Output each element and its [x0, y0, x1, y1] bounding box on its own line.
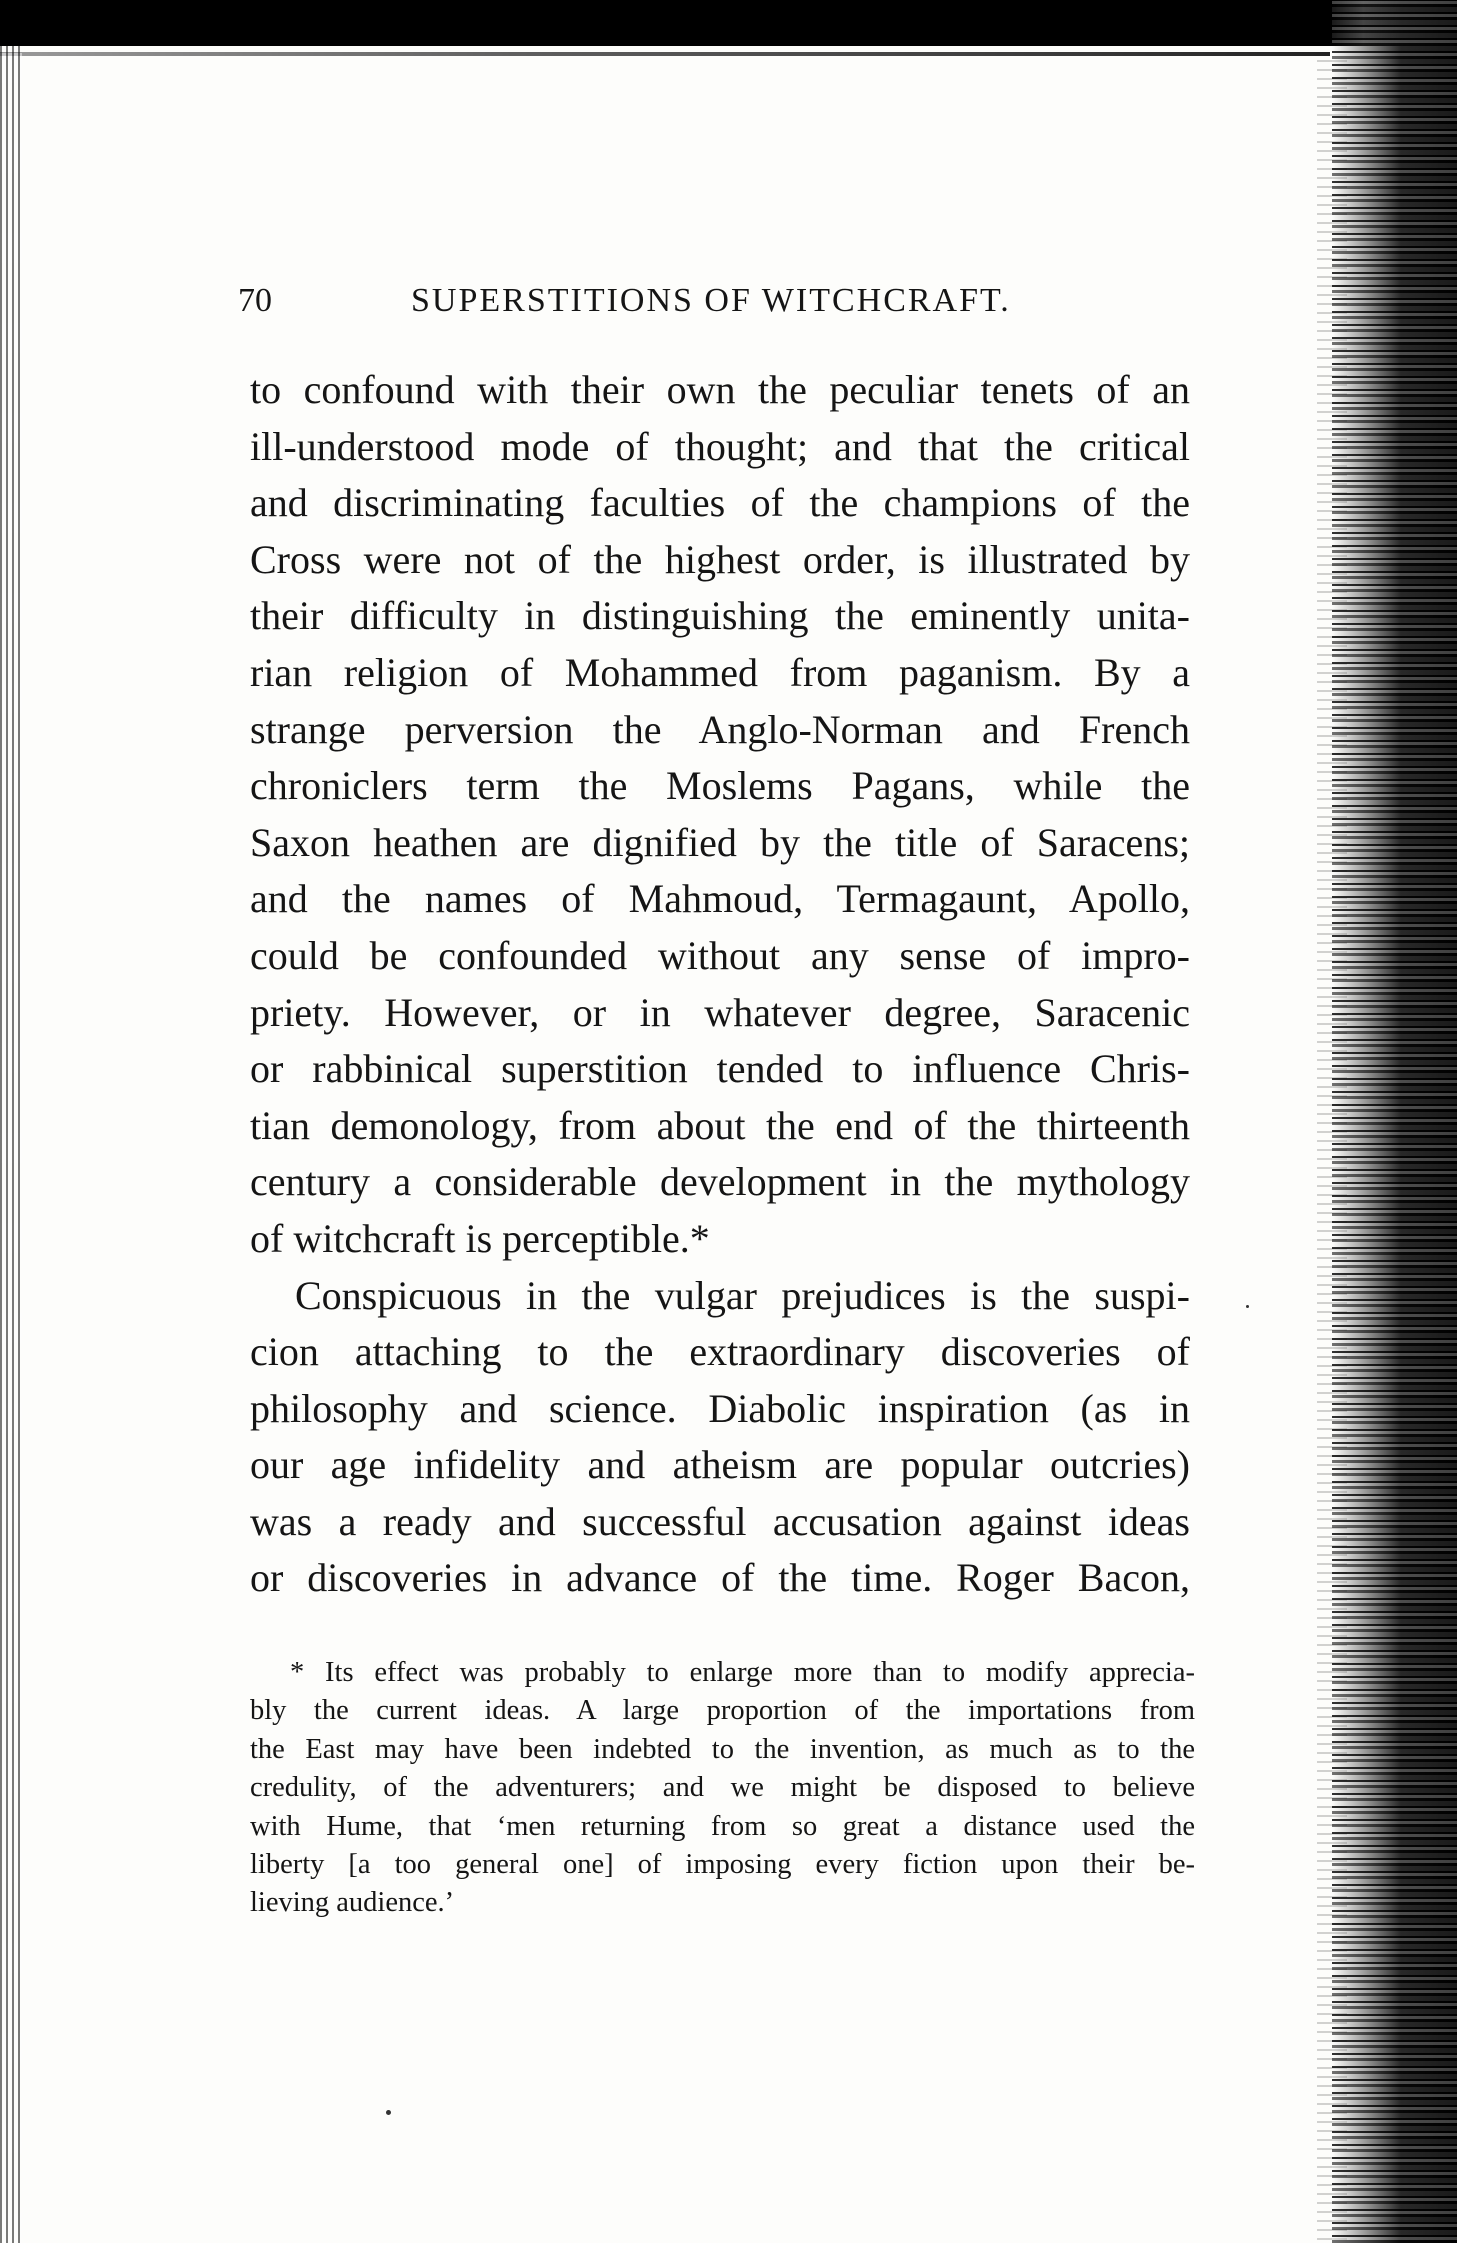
scan-page-edge-line [0, 52, 1330, 56]
scan-speck [1246, 1305, 1249, 1308]
footnote-line: lieving audience.’ [250, 1887, 455, 1919]
text-line: rian religion of Mohammed from paganism. By a [250, 649, 1190, 695]
text-line: strange perversion the Anglo-Norman and French [250, 706, 1190, 752]
text-line: chroniclers term the Moslems Pagans, while the [250, 763, 1190, 809]
text-line: tian demonology, from about the end of the thirteenth [250, 1102, 1190, 1148]
text-line: Conspicuous in the vulgar prejudices is the suspi- [295, 1272, 1190, 1318]
scan-speck [386, 2110, 391, 2115]
footnote-line: the East may have been indebted to the invention, as much as to the [250, 1733, 1195, 1765]
text-line: or rabbinical superstition tended to influence Chris- [250, 1046, 1190, 1092]
text-line: could be confounded without any sense of impro- [250, 932, 1190, 978]
text-line: to confound with their own the peculiar tenets of an [250, 367, 1190, 412]
text-line: our age infidelity and atheism are popular outcries) [250, 1442, 1190, 1488]
text-line: of witchcraft is perceptible.* [250, 1215, 710, 1261]
footnote-line: bly the current ideas. A large proportion of the importations from [250, 1695, 1195, 1727]
scan-right-book-edge [1332, 0, 1457, 2243]
page-number: 70 [238, 282, 272, 319]
text-line: and the names of Mahmoud, Termagaunt, Apollo, [250, 876, 1190, 922]
footnote-line: with Hume, that ‘men returning from so great a distance used the [250, 1810, 1195, 1842]
text-line: their difficulty in distinguishing the eminently unita- [250, 593, 1190, 639]
text-line: cion attaching to the extraordinary discoveries of [250, 1329, 1190, 1375]
text-line: and discriminating faculties of the champions of the [250, 480, 1190, 526]
scan-top-border [0, 0, 1457, 46]
text-line: philosophy and science. Diabolic inspiration (as in [250, 1385, 1190, 1431]
footnote-line: credulity, of the adventurers; and we might be disposed to believe [250, 1772, 1195, 1804]
footnote-line: liberty [a too general one] of imposing every fiction upon their be- [250, 1848, 1195, 1880]
text-line: century a considerable development in the mythology [250, 1159, 1190, 1205]
footnote-line: * Its effect was probably to enlarge more than to modify apprecia- [290, 1657, 1195, 1688]
text-line: or discoveries in advance of the time. Roger Bacon, [250, 1555, 1190, 1601]
text-line: ill-understood mode of thought; and that the critical [250, 423, 1190, 469]
footnote [250, 1654, 1195, 1923]
text-line: Cross were not of the highest order, is illustrated by [250, 536, 1190, 582]
scan-left-binding-edge [0, 46, 22, 2243]
text-line: Saxon heathen are dignified by the title of Saracens; [250, 819, 1190, 865]
text-line: was a ready and successful accusation against ideas [250, 1498, 1190, 1544]
running-head [238, 282, 1173, 332]
text-line: priety. However, or in whatever degree, Saracenic [250, 989, 1190, 1035]
body-text [250, 362, 1190, 1607]
running-title: SUPERSTITIONS OF WITCHCRAFT. [411, 282, 1011, 319]
